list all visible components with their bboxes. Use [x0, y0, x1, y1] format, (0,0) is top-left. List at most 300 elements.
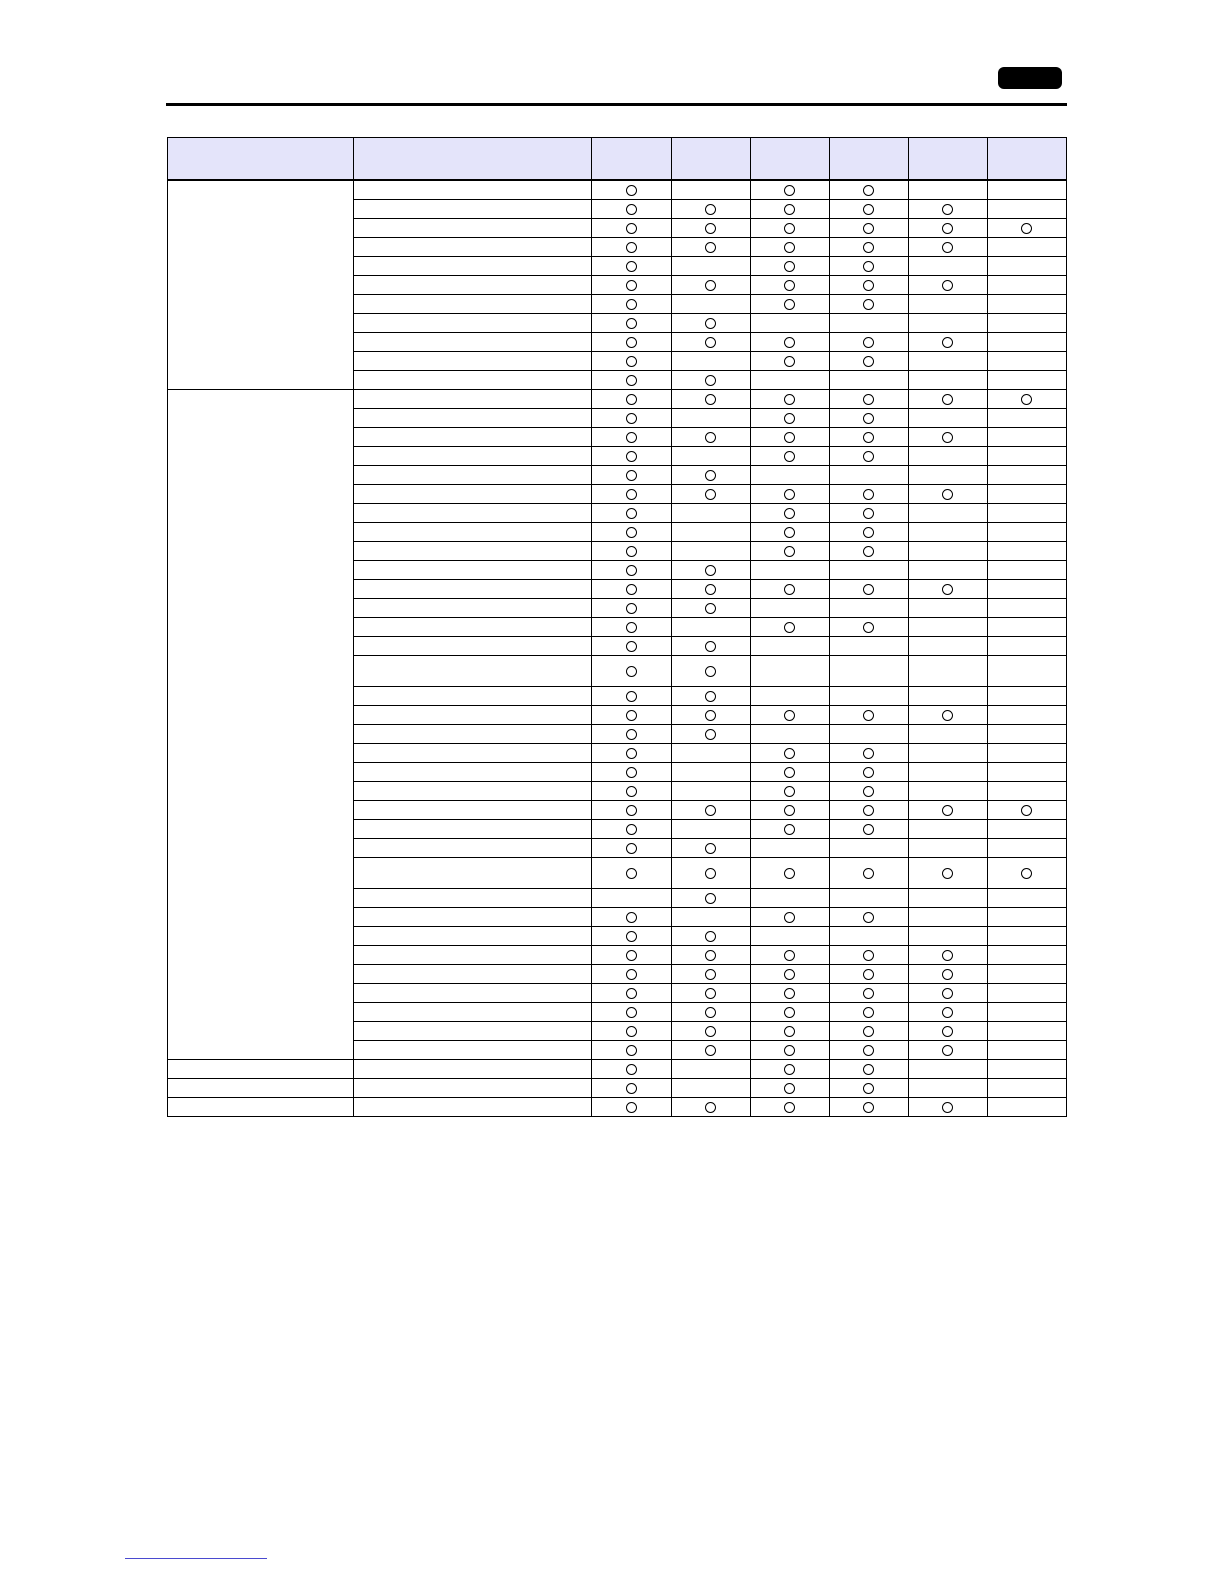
- table-body: [168, 180, 1067, 1117]
- support-cell: [671, 1079, 750, 1098]
- supported-circle-mark: [784, 748, 795, 759]
- support-cell: [750, 1022, 829, 1041]
- supported-circle-mark: [626, 868, 637, 879]
- support-cell: [671, 618, 750, 637]
- support-cell: [987, 801, 1066, 820]
- support-cell: [829, 1041, 908, 1060]
- supported-circle-mark: [784, 584, 795, 595]
- item-cell: [354, 687, 592, 706]
- supported-circle-mark: [626, 641, 637, 652]
- supported-circle-mark: [626, 1064, 637, 1075]
- supported-circle-mark: [863, 337, 874, 348]
- supported-circle-mark: [784, 767, 795, 778]
- support-cell: [592, 908, 671, 927]
- support-cell: [987, 927, 1066, 946]
- support-cell: [987, 352, 1066, 371]
- supported-circle-mark: [863, 527, 874, 538]
- support-cell: [829, 599, 908, 618]
- supported-circle-mark: [705, 470, 716, 481]
- support-cell: [908, 276, 987, 295]
- support-cell: [671, 637, 750, 656]
- supported-circle-mark: [784, 242, 795, 253]
- support-cell: [750, 858, 829, 889]
- item-cell: [354, 763, 592, 782]
- support-cell: [592, 447, 671, 466]
- support-cell: [829, 1098, 908, 1117]
- supported-circle-mark: [626, 1102, 637, 1113]
- item-cell: [354, 858, 592, 889]
- support-cell: [987, 706, 1066, 725]
- item-cell: [354, 485, 592, 504]
- support-cell: [987, 523, 1066, 542]
- item-cell: [354, 561, 592, 580]
- supported-circle-mark: [626, 546, 637, 557]
- item-cell: [354, 257, 592, 276]
- support-cell: [829, 725, 908, 744]
- support-cell: [671, 447, 750, 466]
- supported-circle-mark: [863, 824, 874, 835]
- support-cell: [592, 314, 671, 333]
- support-cell: [829, 820, 908, 839]
- supported-circle-mark: [784, 988, 795, 999]
- support-cell: [829, 333, 908, 352]
- item-cell: [354, 1041, 592, 1060]
- supported-circle-mark: [705, 805, 716, 816]
- supported-circle-mark: [942, 1045, 953, 1056]
- support-cell: [671, 466, 750, 485]
- supported-circle-mark: [705, 1045, 716, 1056]
- supported-circle-mark: [863, 748, 874, 759]
- supported-circle-mark: [784, 1083, 795, 1094]
- item-cell: [354, 706, 592, 725]
- support-cell: [671, 763, 750, 782]
- supported-circle-mark: [705, 432, 716, 443]
- supported-circle-mark: [705, 950, 716, 961]
- support-cell: [908, 1041, 987, 1060]
- support-cell: [908, 889, 987, 908]
- supported-circle-mark: [784, 1102, 795, 1113]
- item-cell: [354, 1079, 592, 1098]
- supported-circle-mark: [784, 223, 795, 234]
- supported-circle-mark: [942, 584, 953, 595]
- supported-circle-mark: [784, 969, 795, 980]
- supported-circle-mark: [705, 893, 716, 904]
- supported-circle-mark: [942, 223, 953, 234]
- support-cell: [908, 687, 987, 706]
- support-cell: [592, 687, 671, 706]
- item-cell: [354, 965, 592, 984]
- support-cell: [987, 965, 1066, 984]
- supported-circle-mark: [705, 223, 716, 234]
- support-cell: [908, 180, 987, 200]
- support-cell: [987, 333, 1066, 352]
- support-cell: [829, 946, 908, 965]
- supported-circle-mark: [705, 603, 716, 614]
- support-cell: [987, 561, 1066, 580]
- support-cell: [987, 1098, 1066, 1117]
- support-cell: [908, 618, 987, 637]
- supported-circle-mark: [705, 565, 716, 576]
- supported-circle-mark: [784, 786, 795, 797]
- support-cell: [987, 946, 1066, 965]
- group-cell: [168, 180, 354, 390]
- support-cell: [829, 314, 908, 333]
- supported-circle-mark: [942, 805, 953, 816]
- support-cell: [592, 333, 671, 352]
- support-cell: [829, 200, 908, 219]
- supported-circle-mark: [626, 432, 637, 443]
- supported-circle-mark: [942, 242, 953, 253]
- item-cell: [354, 542, 592, 561]
- support-cell: [750, 466, 829, 485]
- item-cell: [354, 801, 592, 820]
- supported-circle-mark: [942, 950, 953, 961]
- supported-circle-mark: [705, 710, 716, 721]
- supported-circle-mark: [784, 508, 795, 519]
- supported-circle-mark: [626, 185, 637, 196]
- support-cell: [987, 725, 1066, 744]
- supported-circle-mark: [863, 299, 874, 310]
- supported-circle-mark: [705, 988, 716, 999]
- support-cell: [671, 1041, 750, 1060]
- supported-circle-mark: [942, 280, 953, 291]
- supported-circle-mark: [784, 622, 795, 633]
- support-cell: [987, 504, 1066, 523]
- support-cell: [592, 542, 671, 561]
- supported-circle-mark: [863, 451, 874, 462]
- support-cell: [592, 371, 671, 390]
- support-cell: [987, 908, 1066, 927]
- item-cell: [354, 219, 592, 238]
- support-cell: [908, 200, 987, 219]
- support-cell: [908, 858, 987, 889]
- supported-circle-mark: [705, 641, 716, 652]
- support-cell: [908, 839, 987, 858]
- header-cell: [168, 138, 354, 181]
- support-cell: [750, 637, 829, 656]
- support-cell: [908, 314, 987, 333]
- support-cell: [592, 180, 671, 200]
- support-cell: [750, 687, 829, 706]
- supported-circle-mark: [626, 912, 637, 923]
- support-cell: [671, 1060, 750, 1079]
- supported-circle-mark: [784, 356, 795, 367]
- support-cell: [908, 257, 987, 276]
- supported-circle-mark: [863, 868, 874, 879]
- header-cell: [908, 138, 987, 181]
- supported-circle-mark: [863, 1045, 874, 1056]
- supported-circle-mark: [863, 413, 874, 424]
- support-cell: [750, 927, 829, 946]
- support-cell: [750, 599, 829, 618]
- supported-circle-mark: [863, 394, 874, 405]
- supported-circle-mark: [705, 1102, 716, 1113]
- item-cell: [354, 946, 592, 965]
- supported-circle-mark: [863, 988, 874, 999]
- support-cell: [987, 257, 1066, 276]
- support-cell: [592, 889, 671, 908]
- support-cell: [750, 295, 829, 314]
- support-cell: [592, 1098, 671, 1117]
- support-cell: [908, 599, 987, 618]
- supported-circle-mark: [784, 299, 795, 310]
- supported-circle-mark: [863, 1064, 874, 1075]
- support-cell: [592, 820, 671, 839]
- support-cell: [829, 637, 908, 656]
- supported-circle-mark: [705, 666, 716, 677]
- support-cell: [908, 908, 987, 927]
- support-cell: [592, 485, 671, 504]
- support-cell: [987, 1079, 1066, 1098]
- item-cell: [354, 1003, 592, 1022]
- support-cell: [908, 447, 987, 466]
- supported-circle-mark: [942, 988, 953, 999]
- support-cell: [592, 965, 671, 984]
- item-cell: [354, 352, 592, 371]
- supported-circle-mark: [705, 375, 716, 386]
- supported-circle-mark: [626, 843, 637, 854]
- support-cell: [592, 504, 671, 523]
- support-cell: [750, 314, 829, 333]
- support-cell: [908, 295, 987, 314]
- support-cell: [750, 782, 829, 801]
- support-cell: [908, 984, 987, 1003]
- supported-circle-mark: [626, 1026, 637, 1037]
- item-cell: [354, 1098, 592, 1117]
- item-cell: [354, 200, 592, 219]
- support-cell: [671, 238, 750, 257]
- support-cell: [987, 238, 1066, 257]
- supported-circle-mark: [863, 508, 874, 519]
- support-cell: [671, 219, 750, 238]
- supported-circle-mark: [626, 666, 637, 677]
- item-cell: [354, 725, 592, 744]
- support-cell: [987, 371, 1066, 390]
- supported-circle-mark: [863, 805, 874, 816]
- support-cell: [908, 1022, 987, 1041]
- support-cell: [987, 390, 1066, 409]
- support-cell: [750, 428, 829, 447]
- supported-circle-mark: [626, 767, 637, 778]
- support-cell: [750, 580, 829, 599]
- support-cell: [592, 428, 671, 447]
- support-cell: [671, 744, 750, 763]
- supported-circle-mark: [863, 356, 874, 367]
- support-cell: [592, 238, 671, 257]
- support-cell: [908, 1060, 987, 1079]
- support-cell: [671, 352, 750, 371]
- support-cell: [592, 580, 671, 599]
- support-cell: [987, 889, 1066, 908]
- support-cell: [829, 1003, 908, 1022]
- support-cell: [908, 1003, 987, 1022]
- support-cell: [908, 390, 987, 409]
- support-cell: [750, 820, 829, 839]
- support-cell: [671, 889, 750, 908]
- support-cell: [671, 965, 750, 984]
- item-cell: [354, 839, 592, 858]
- support-cell: [829, 428, 908, 447]
- support-cell: [829, 1060, 908, 1079]
- supported-circle-mark: [784, 1045, 795, 1056]
- support-cell: [908, 523, 987, 542]
- support-cell: [592, 409, 671, 428]
- support-cell: [987, 618, 1066, 637]
- supported-circle-mark: [942, 710, 953, 721]
- support-cell: [592, 656, 671, 687]
- supported-circle-mark: [705, 242, 716, 253]
- supported-circle-mark: [626, 318, 637, 329]
- support-cell: [750, 618, 829, 637]
- support-cell: [671, 333, 750, 352]
- supported-circle-mark: [626, 931, 637, 942]
- support-cell: [750, 744, 829, 763]
- item-cell: [354, 428, 592, 447]
- supported-circle-mark: [784, 1026, 795, 1037]
- support-cell: [750, 523, 829, 542]
- supported-circle-mark: [784, 805, 795, 816]
- supported-circle-mark: [784, 432, 795, 443]
- supported-circle-mark: [942, 432, 953, 443]
- support-cell: [829, 889, 908, 908]
- supported-circle-mark: [626, 950, 637, 961]
- support-cell: [750, 333, 829, 352]
- support-cell: [908, 333, 987, 352]
- item-cell: [354, 656, 592, 687]
- supported-circle-mark: [863, 969, 874, 980]
- support-cell: [908, 1098, 987, 1117]
- supported-circle-mark: [863, 1007, 874, 1018]
- support-cell: [908, 466, 987, 485]
- support-cell: [750, 542, 829, 561]
- support-cell: [829, 1079, 908, 1098]
- item-cell: [354, 523, 592, 542]
- support-cell: [592, 927, 671, 946]
- supported-circle-mark: [626, 470, 637, 481]
- support-cell: [750, 371, 829, 390]
- support-cell: [750, 946, 829, 965]
- support-cell: [592, 466, 671, 485]
- supported-circle-mark: [863, 1102, 874, 1113]
- support-cell: [750, 763, 829, 782]
- support-cell: [671, 200, 750, 219]
- support-cell: [671, 580, 750, 599]
- supported-circle-mark: [705, 318, 716, 329]
- supported-circle-mark: [626, 584, 637, 595]
- support-cell: [671, 1022, 750, 1041]
- supported-circle-mark: [626, 299, 637, 310]
- support-cell: [750, 276, 829, 295]
- support-cell: [829, 542, 908, 561]
- supported-circle-mark: [626, 603, 637, 614]
- supported-circle-mark: [705, 843, 716, 854]
- support-cell: [908, 371, 987, 390]
- support-cell: [750, 1060, 829, 1079]
- supported-circle-mark: [705, 691, 716, 702]
- support-cell: [829, 744, 908, 763]
- supported-circle-mark: [942, 204, 953, 215]
- item-cell: [354, 447, 592, 466]
- supported-circle-mark: [863, 912, 874, 923]
- support-cell: [592, 801, 671, 820]
- item-cell: [354, 889, 592, 908]
- support-cell: [987, 782, 1066, 801]
- support-cell: [750, 706, 829, 725]
- support-cell: [987, 180, 1066, 200]
- support-cell: [592, 637, 671, 656]
- supported-circle-mark: [626, 337, 637, 348]
- support-cell: [908, 744, 987, 763]
- header-cell: [750, 138, 829, 181]
- supported-circle-mark: [784, 394, 795, 405]
- support-cell: [829, 656, 908, 687]
- supported-circle-mark: [705, 1007, 716, 1018]
- support-cell: [750, 485, 829, 504]
- support-cell: [671, 725, 750, 744]
- support-cell: [829, 257, 908, 276]
- support-cell: [671, 839, 750, 858]
- support-cell: [671, 371, 750, 390]
- footer-link-underline: [125, 1558, 267, 1559]
- support-cell: [987, 1022, 1066, 1041]
- support-cell: [829, 580, 908, 599]
- supported-circle-mark: [1021, 868, 1032, 879]
- support-cell: [829, 763, 908, 782]
- supported-circle-mark: [705, 337, 716, 348]
- group-cell: [168, 1098, 354, 1117]
- support-cell: [908, 706, 987, 725]
- supported-circle-mark: [942, 868, 953, 879]
- supported-circle-mark: [784, 710, 795, 721]
- item-cell: [354, 927, 592, 946]
- supported-circle-mark: [705, 868, 716, 879]
- support-cell: [671, 314, 750, 333]
- support-cell: [592, 390, 671, 409]
- header-cell: [829, 138, 908, 181]
- support-cell: [987, 858, 1066, 889]
- support-cell: [592, 1060, 671, 1079]
- support-cell: [987, 599, 1066, 618]
- supported-circle-mark: [626, 824, 637, 835]
- supported-circle-mark: [863, 185, 874, 196]
- support-cell: [908, 965, 987, 984]
- header-cell: [592, 138, 671, 181]
- support-cell: [829, 858, 908, 889]
- supported-circle-mark: [942, 1007, 953, 1018]
- supported-circle-mark: [784, 912, 795, 923]
- table-row: [168, 180, 1067, 200]
- support-cell: [671, 257, 750, 276]
- supported-circle-mark: [626, 261, 637, 272]
- supported-circle-mark: [863, 584, 874, 595]
- support-cell: [592, 782, 671, 801]
- support-cell: [592, 200, 671, 219]
- support-cell: [671, 820, 750, 839]
- support-cell: [987, 447, 1066, 466]
- support-cell: [592, 946, 671, 965]
- supported-circle-mark: [784, 261, 795, 272]
- table-header-row: [168, 138, 1067, 181]
- supported-circle-mark: [863, 710, 874, 721]
- support-cell: [987, 485, 1066, 504]
- supported-circle-mark: [626, 1007, 637, 1018]
- support-cell: [987, 1041, 1066, 1060]
- support-cell: [987, 219, 1066, 238]
- supported-circle-mark: [863, 223, 874, 234]
- support-cell: [987, 820, 1066, 839]
- support-cell: [908, 946, 987, 965]
- item-cell: [354, 180, 592, 200]
